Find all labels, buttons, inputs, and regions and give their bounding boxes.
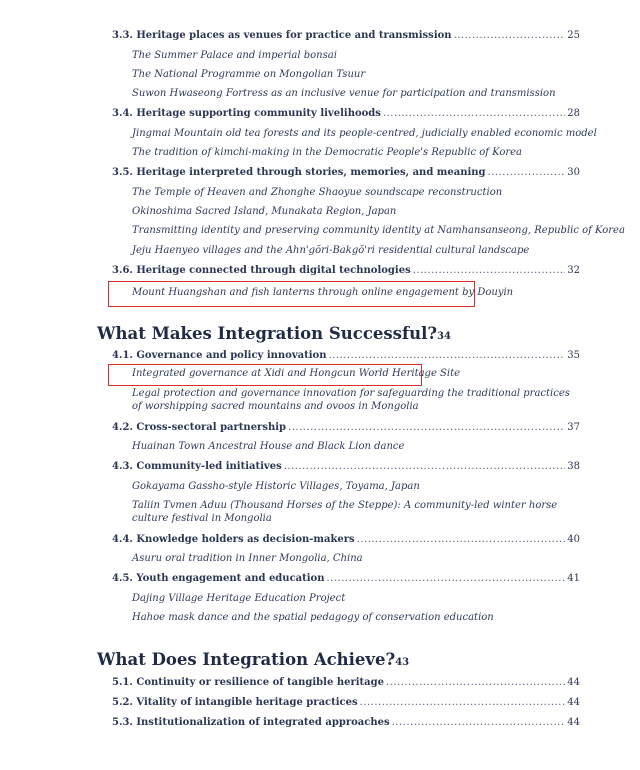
leader-dots <box>327 572 566 586</box>
toc-page-number: 34 <box>437 331 451 342</box>
toc-subentry[interactable]: Legal protection and governance innovation for safeguarding the traditional practices of worshipping sacred mountains and ovoos in Mongolia <box>132 388 570 412</box>
toc-page-number: 35 <box>567 350 580 361</box>
toc-page-number: 43 <box>395 657 410 668</box>
toc-page-number: 37 <box>567 422 580 433</box>
toc-subentry[interactable]: The Temple of Heaven and Zhonghe Shaoyue soundscape reconstruction <box>132 187 503 198</box>
toc-section-label: 4.1. Governance and policy innovation <box>112 350 327 361</box>
toc-subentry[interactable]: Dajing Village Heritage Education Project <box>132 593 346 604</box>
toc-entry-4-4[interactable] <box>0 533 580 547</box>
toc-chapter-title: What Does Integration Achieve? <box>97 650 396 669</box>
toc-entry-5-2[interactable] <box>0 696 580 710</box>
toc-page-number: 44 <box>567 697 580 708</box>
leader-dots <box>329 349 566 363</box>
toc-page-number: 25 <box>567 30 580 41</box>
toc-page-number: 32 <box>567 265 580 276</box>
toc-section-label: 3.4. Heritage supporting community livelihoods <box>112 108 381 119</box>
toc-subentry[interactable]: The National Programme on Mongolian Tsuur <box>132 69 366 80</box>
toc-page-number: 40 <box>567 534 580 545</box>
toc-entry-4-2[interactable] <box>0 421 580 435</box>
toc-entry-3-3[interactable] <box>0 29 580 43</box>
toc-chapter-heading[interactable] <box>0 650 580 673</box>
leader-dots <box>392 716 566 730</box>
toc-subentry[interactable]: Integrated governance at Xidi and Hongcun World Heritage Site <box>132 368 461 379</box>
toc-subentry[interactable]: Taliin Tvmen Aduu (Thousand Horses of the Steppe): A community-led winter horse culture festival in Mongolia <box>132 500 558 524</box>
leader-dots <box>288 421 565 435</box>
toc-subentry[interactable]: Okinoshima Sacred Island, Munakata Region, Japan <box>132 206 397 217</box>
toc-page-number: 44 <box>567 677 580 688</box>
toc-entry-4-5[interactable] <box>0 572 580 586</box>
toc-section-label: 5.2. Vitality of intangible heritage practices <box>112 697 358 708</box>
toc-section-label: 3.3. Heritage places as venues for practice and transmission <box>112 30 452 41</box>
toc-subentry[interactable]: The Summer Palace and imperial bonsai <box>132 50 337 61</box>
toc-subentry[interactable]: Asuru oral tradition in Inner Mongolia, China <box>132 553 363 564</box>
toc-section-label: 4.4. Knowledge holders as decision-makers <box>112 534 355 545</box>
toc-chapter-heading[interactable] <box>0 324 580 347</box>
leader-dots <box>383 107 565 121</box>
toc-subentry[interactable]: Transmitting identity and preserving community identity at Namhansanseong, Republic of Korea <box>132 225 625 236</box>
toc-section-label: 3.5. Heritage interpreted through stories, memories, and meaning <box>112 167 486 178</box>
toc-subentry[interactable]: Gokayama Gassho-style Historic Villages, Toyama, Japan <box>132 481 420 492</box>
toc-subentry[interactable]: The tradition of kimchi-making in the Democratic People's Republic of Korea <box>132 147 522 158</box>
toc-entry-3-4[interactable] <box>0 107 580 121</box>
toc-page-number: 28 <box>567 108 580 119</box>
toc-page-number: 44 <box>567 717 580 728</box>
leader-dots <box>488 166 566 180</box>
toc-section-label: 4.3. Community-led initiatives <box>112 461 282 472</box>
toc-subentry[interactable]: Jingmai Mountain old tea forests and its people-centred, judicially enabled economic model <box>132 128 597 139</box>
toc-entry-4-1[interactable] <box>0 349 580 363</box>
toc-subentry[interactable]: Hahoe mask dance and the spatial pedagogy of conservation education <box>132 612 494 623</box>
toc-section-label: 4.5. Youth engagement and education <box>112 573 325 584</box>
leader-dots <box>357 533 566 547</box>
toc-subentry[interactable]: Jeju Haenyeo villages and the Ahn'gŏri-Bakgŏ'ri residential cultural landscape <box>132 245 530 256</box>
leader-dots <box>284 460 566 474</box>
leader-dots <box>386 676 565 690</box>
toc-page-number: 30 <box>567 167 580 178</box>
toc-chapter-title: What Makes Integration Successful? <box>97 324 438 343</box>
toc-subentry[interactable]: Suwon Hwaseong Fortress as an inclusive venue for participation and transmission <box>132 88 556 99</box>
toc-section-label: 5.3. Institutionalization of integrated approaches <box>112 717 390 728</box>
toc-subentry[interactable]: Mount Huangshan and fish lanterns through online engagement by Douyin <box>132 287 514 298</box>
toc-entry-4-3[interactable] <box>0 460 580 474</box>
toc-entry-3-5[interactable] <box>0 166 580 180</box>
toc-section-label: 5.1. Continuity or resilience of tangible heritage <box>112 677 384 688</box>
toc-page-number: 38 <box>567 461 580 472</box>
leader-dots <box>413 264 566 278</box>
toc-entry-3-6[interactable] <box>0 264 580 278</box>
toc-subentry[interactable]: Huainan Town Ancestral House and Black Lion dance <box>132 441 405 452</box>
leader-dots <box>454 29 566 43</box>
toc-page-number: 41 <box>567 573 580 584</box>
toc-section-label: 4.2. Cross-sectoral partnership <box>112 422 287 433</box>
toc-entry-5-3[interactable] <box>0 716 580 730</box>
toc-section-label: 3.6. Heritage connected through digital technologies <box>112 265 411 276</box>
toc-entry-5-1[interactable] <box>0 676 580 690</box>
leader-dots <box>360 696 566 710</box>
